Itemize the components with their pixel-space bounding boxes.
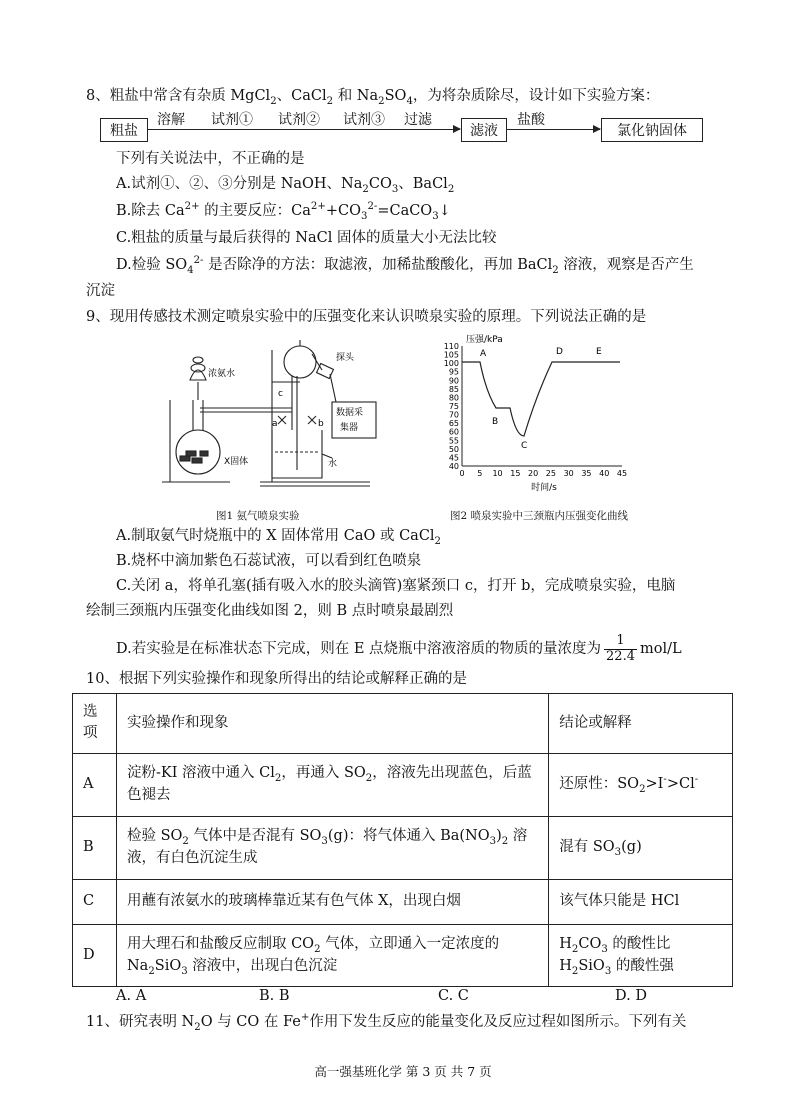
ammonia-fountain-apparatus [160,330,400,500]
q8-option-a: A.试剂①、②、③分别是 NaOH、$Na_2CO_3$、BaCl$_2$ [116,176,455,195]
label-water: 水 [328,459,338,469]
y-tick-label: 85 [448,384,459,394]
flow-arrow-1 [148,129,460,130]
label-collector-2: 集器 [340,423,359,433]
y-tick-label: 45 [448,453,459,463]
y-tick-label: 95 [448,367,459,377]
q9-option-a: A.制取氨气时烧瓶中的 X 固体常用 CaO 或 CaCl$_2$ [116,528,441,547]
page-footer: 高一强基班化学 第 3 页 共 7 页 [314,1064,492,1079]
y-tick-label: 55 [448,436,459,446]
q8-option-d: D.检验 $SO_4^{2-}$ 是否除净的方法：取滤液，加稀盐酸酸化，再加 BaCl$_2$ 溶液，观察是否产生 [116,255,694,276]
row-b-conclusion: 混有 $SO_3(g)$ [549,817,733,880]
q10-stem: 10、根据下列实验操作和现象所得出的结论或解释正确的是 [86,671,467,687]
row-c-conclusion: 该气体只能是 HCl [549,880,733,925]
q9-option-c-cont: 绘制三颈瓶内压强变化曲线如图 2，则 B 点时喷泉最剧烈 [86,603,454,619]
fig2-caption: 图2 喷泉实验中三颈瓶内压强变化曲线 [450,510,629,522]
q9-stem: 9、现用传感技术测定喷泉实验中的压强变化来认识喷泉实验的原理。下列说法正确的是 [86,309,647,325]
pressure-curve-chart [440,332,640,502]
row-c-operation: 用蘸有浓氨水的玻璃棒靠近某有色气体 X，出现白烟 [116,880,548,925]
flow-step-3: 试剂② [278,112,320,128]
flow-step-5: 过滤 [404,112,432,128]
y-tick-label: 75 [448,402,459,411]
flow-start-box: 粗盐 [100,118,148,142]
y-tick-label: 50 [448,444,459,454]
y-tick-label: 65 [448,419,459,429]
x-tick-label: 35 [581,469,592,478]
row-b-option: B [73,817,117,880]
q8-option-d-cont: 沉淀 [86,283,115,299]
point-a-label: A [480,349,487,359]
flow-step-2: 试剂① [211,112,253,128]
table-header-option: 选项 [73,694,117,754]
chart-xlabel: 时间/s [531,483,557,493]
table-header-conclusion: 结论或解释 [549,694,733,754]
x-tick-label: 25 [545,469,556,478]
row-c-option: C [73,880,117,925]
q10-answer-d: D. D [615,988,647,1004]
flow-end-box: 氯化钠固体 [601,118,703,142]
q9-option-c: C.关闭 a，将单孔塞(插有吸入水的胶头滴管)塞紧颈口 c，打开 b，完成喷泉实验，电脑 [116,578,676,594]
table-row [73,880,733,925]
x-tick-label: 5 [477,469,483,478]
q11-stem: 11、研究表明 $N_2O$ 与 CO 在 Fe+作用下发生反应的能量变化及反应过程如图所示。下列有关 [86,1012,687,1033]
flow-step-4: 试剂③ [343,112,385,128]
q8-option-b: B.除去 $Ca^{2+}$ 的主要反应：$Ca^{2+}+CO_3^{2-}=CaCO_3↓$ [116,201,451,222]
x-tick-label: 10 [492,469,503,478]
y-tick-label: 105 [443,350,459,360]
q10-table [72,693,733,987]
q10-answer-a: A. A [116,988,147,1004]
label-a: a [272,419,278,429]
table-row [73,817,733,880]
x-tick-label: 45 [616,469,628,478]
flow-step-1: 溶解 [157,112,185,128]
y-tick-label: 110 [443,342,459,351]
y-tick-label: 90 [448,376,459,386]
table-row [73,925,733,987]
label-b: b [318,419,324,429]
x-tick-label: 0 [459,469,465,478]
label-probe: 探头 [336,353,355,363]
point-d-label: D [556,347,563,357]
chart-ylabel: 压强/kPa [466,335,503,345]
row-b-operation: 检验 $SO_2$ 气体中是否混有 $SO_3(g)$：将气体通入 $Ba(NO_3)_2$ 溶液，有白色沉淀生成 [116,817,548,880]
q8-option-c: C.粗盐的质量与最后获得的 NaCl 固体的质量大小无法比较 [116,230,497,246]
row-d-operation: 用大理石和盐酸反应制取 $CO_2$ 气体，立即通入一定浓度的 $Na_2SiO_3$ 溶液中，出现白色沉淀 [116,925,548,987]
row-a-option: A [73,754,117,817]
y-tick-label: 100 [443,359,459,369]
fig1-caption: 图1 氨气喷泉实验 [216,510,300,522]
q10-answer-c: C. C [438,988,469,1004]
x-tick-label: 40 [599,469,610,478]
row-a-operation: 淀粉-KI 溶液中通入 $Cl_2$，再通入 $SO_2$，溶液先出现蓝色，后蓝色褪去 [116,754,548,817]
flow-acid-label: 盐酸 [517,112,545,128]
q9-option-d: D.若实验是在标准状态下完成，则在 E 点烧瓶中溶液溶质的物质的量浓度为 1 22.4 mol/L [116,633,682,664]
q8-stem: 8、粗盐中常含有杂质 MgCl$_2$、CaCl$_2$ 和 $Na_2SO_4$，为将杂质除尽，设计如下实验方案： [86,88,660,107]
x-tick-label: 30 [563,469,574,478]
x-tick-label: 15 [510,469,521,478]
y-tick-label: 70 [448,410,459,420]
label-c: c [278,389,283,399]
y-tick-label: 80 [448,393,459,403]
flow-arrow-2 [507,129,600,130]
label-collector-1: 数据采 [336,408,364,418]
q10-answer-b: B. B [259,988,290,1004]
table-row [73,754,733,817]
point-e-label: E [596,347,602,357]
q9-option-b: B.烧杯中滴加紫色石蕊试液，可以看到红色喷泉 [116,553,422,569]
x-tick-label: 20 [528,469,539,478]
y-tick-label: 40 [448,462,459,471]
point-b-label: B [492,417,499,427]
row-d-conclusion: $H_2CO_3$ 的酸性比 $H_2SiO_3$ 的酸性强 [549,925,733,987]
label-x-solid: X固体 [224,457,249,467]
table-header-operation: 实验操作和现象 [116,694,548,754]
q8-prompt: 下列有关说法中，不正确的是 [116,151,305,167]
row-a-conclusion: 还原性：$SO_2>I^->Cl^-$ [549,754,733,817]
y-tick-label: 60 [448,427,459,437]
row-d-option: D [73,925,117,987]
flow-mid-box: 滤液 [461,118,507,142]
label-ammonia: 浓氨水 [208,369,236,379]
point-c-label: C [521,441,528,451]
